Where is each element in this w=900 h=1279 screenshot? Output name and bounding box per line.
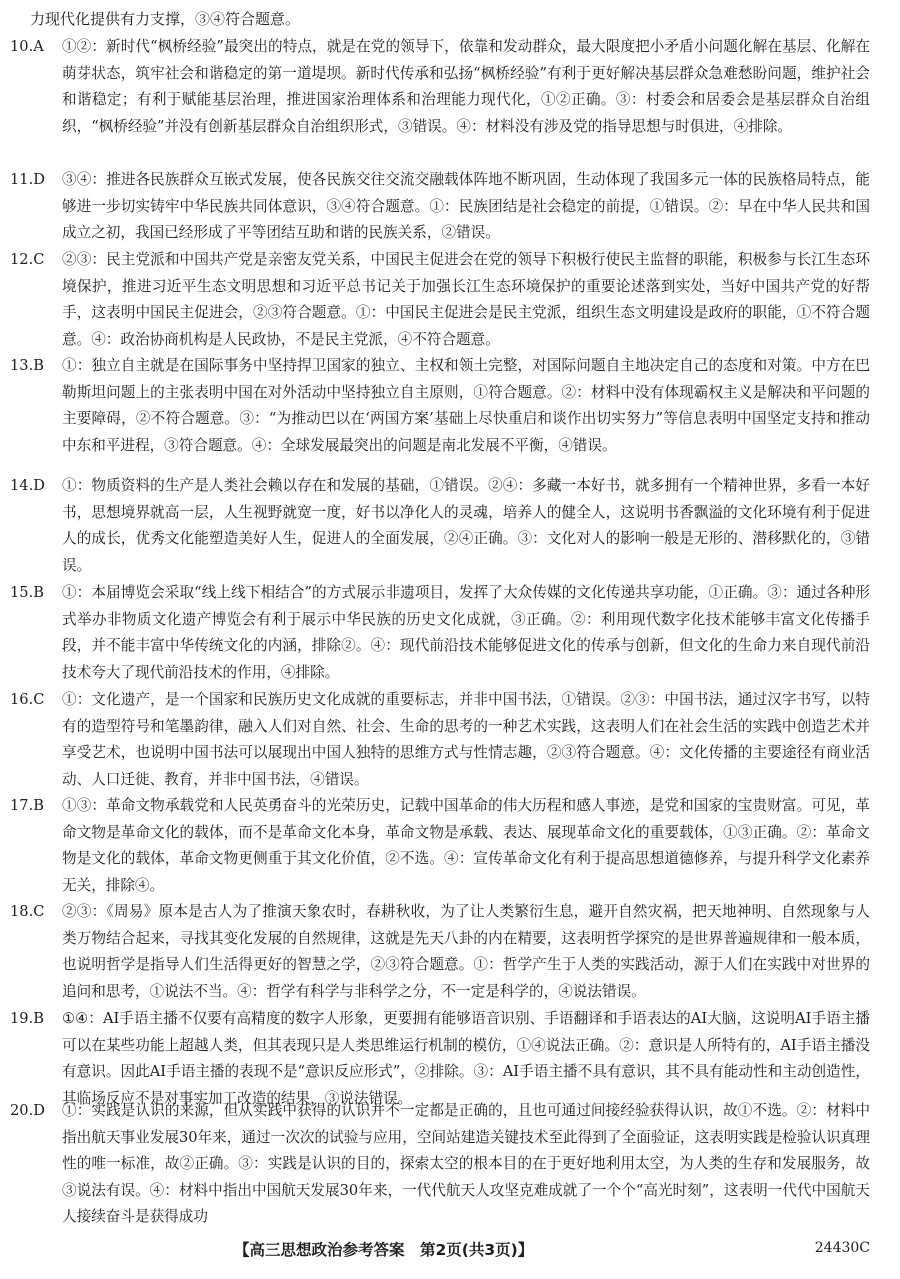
answer-number: 18.C — [10, 903, 45, 920]
answer-explanation: ①：文化遗产，是一个国家和民族历史文化成就的重要标志，并非中国书法，①错误。②③：中国书法，通过汉字书写，以特有的造型符号和笔墨韵律，融入人们对自然、社会、生命的思考的一种艺术实践，这表明人们在社会生活的实践中创造艺术并享受艺术，也说明中国书法可以展现出中国人独特的思维方式与性情志趣，②③符合题意。④：文化传播的主要途径有商业活动、人口迁徙、教育，并非中国书法，④错误。 — [62, 691, 870, 788]
answer-entry-18 — [10, 899, 870, 1005]
answer-explanation: ①：实践是认识的来源，但从实践中获得的认识并不一定都是正确的，且也可通过间接经验获得认识，故①不选。②：材料中指出航天事业发展30年来，通过一次次的试验与应用，空间站建造关键技术至此得到了全面验证，这表明实践是检验认识真理性的唯一标准，故②正确。③：实践是认识的目的，探索太空的根本目的在于更好地利用太空，为人类的生存和发展服务，故③说法有误。④：材料中指出中国航天发展30年来，一代代航天人攻坚克难成就了一个个“高光时刻”，这表明一代代中国航天人接续奋斗是获得成功 — [62, 1102, 870, 1226]
answer-entry-20 — [10, 1098, 870, 1231]
answer-number: 17.B — [10, 797, 44, 814]
answer-entry-15 — [10, 580, 870, 686]
answer-explanation: ①：本届博览会采取“线上线下相结合”的方式展示非遗项目，发挥了大众传媒的文化传递共享功能，①正确。③：通过各种形式举办非物质文化遗产博览会有利于展示中华民族的历史文化成就，③正确。②：利用现代数字化技术能够丰富文化传播手段，并不能丰富中华传统文化的内涵，排除②。④：现代前沿技术能够促进文化的传承与创新，但文化的生命力来自现代前沿技术夸大了现代前沿技术的作用，④排除。 — [62, 584, 870, 681]
answer-number: 20.D — [10, 1102, 45, 1119]
answer-entry-19 — [10, 1006, 870, 1112]
continuation-line: 力现代化提供有力支撑，③④符合题意。 — [30, 10, 301, 28]
answer-number: 15.B — [10, 584, 44, 601]
answer-entry-16 — [10, 687, 870, 793]
answer-explanation: ①③：革命文物承载党和人民英勇奋斗的光荣历史，记载中国革命的伟大历程和感人事迹，是党和国家的宝贵财富。可见，革命文物是革命文化的载体，而不是革命文化本身，革命文物是承载、表达、展现革命文化的重要载体，①③正确。②：革命文物是文化的载体，革命文物更侧重于其文化价值，②不选。④：宣传革命文化有利于提高思想道德修养，与提升科学文化素养无关，排除④。 — [62, 797, 870, 894]
answer-entry-17 — [10, 793, 870, 899]
answer-explanation: ②③：民主党派和中国共产党是亲密友党关系，中国民主促进会在党的领导下积极行使民主监督的职能，积极参与长江生态环境保护，推进习近平生态文明思想和习近平总书记关于加强长江生态环境保护的重要论述落到实处，当好中国共产党的好帮手，这表明中国民主促进会，②③符合题意。①：中国民主促进会是民主党派，组织生态文明建设是政府的职能，①不符合题意。④：政治协商机构是人民政协，不是民主党派，④不符合题意。 — [62, 251, 870, 348]
answer-entry-10 — [10, 34, 870, 140]
answer-explanation: ①④：AI手语主播不仅要有高精度的数字人形象，更要拥有能够语音识别、手语翻译和手语表达的AI大脑，这说明AI手语主播可以在某些功能上超越人类，但其表现只是人类思维运行机制的模仿，①④说法正确。②：意识是人所特有的，AI手语主播没有意识。因此AI手语主播的表现不是“意识反应形式”，②排除。③：AI手语主播不具有意识，其不具有能动性和主动创造性，其临场反应不是对事实加工改造的结果，③说法错误。 — [62, 1010, 870, 1107]
answer-number: 14.D — [10, 477, 45, 494]
footer-code: 24430C — [814, 1240, 870, 1256]
answer-entry-14 — [10, 473, 870, 579]
answer-number: 16.C — [10, 691, 45, 708]
answer-number: 10.A — [10, 38, 44, 55]
answer-explanation: ①：物质资料的生产是人类社会赖以存在和发展的基础，①错误。②④：多藏一本好书，就多拥有一个精神世界，多看一本好书，思想境界就高一层，人生视野就宽一度，好书以净化人的灵魂，培养人的健全人，这说明书香飘溢的文化环境有利于促进人的成长，优秀文化能塑造美好人生，促进人的全面发展，②④正确。③：文化对人的影响一般是无形的、潜移默化的，③错误。 — [62, 477, 870, 574]
answer-entry-13 — [10, 353, 870, 459]
answer-number: 19.B — [10, 1010, 44, 1027]
footer-title: 【高三思想政治参考答案 第2页(共3页)】 — [234, 1241, 534, 1259]
answer-number: 12.C — [10, 251, 45, 268]
answer-explanation: ②③：《周易》原本是古人为了推演天象农时，春耕秋收，为了让人类繁衍生息，避开自然灾祸，把天地神明、自然现象与人类万物结合起来，寻找其变化发展的自然规律，这就是先天八卦的内在精要，这表明哲学探究的是世界普遍规律和一般本质，也说明哲学是指导人们生活得更好的智慧之学，②③符合题意。①：哲学产生于人类的实践活动，源于人们在实践中对世界的追问和思考，①说法不当。④：哲学有科学与非科学之分，不一定是科学的，④说法错误。 — [62, 903, 870, 1000]
answer-explanation: ①：独立自主就是在国际事务中坚持捍卫国家的独立、主权和领土完整，对国际问题自主地决定自己的态度和对策。中方在巴勒斯坦问题上的主张表明中国在对外活动中坚持独立自主原则，①符合题意。②：材料中没有体现霸权主义是解决和平问题的主要障碍，②不符合题意。③：“为推动巴以在‘两国方案’基础上尽快重启和谈作出切实努力”等信息表明中国坚定支持和推动中东和平进程，③符合题意。④：全球发展最突出的问题是南北发展不平衡，④错误。 — [62, 357, 870, 454]
answer-entry-11 — [10, 167, 870, 247]
answer-number: 11.D — [10, 171, 45, 188]
answer-number: 13.B — [10, 357, 44, 374]
answer-explanation: ③④：推进各民族群众互嵌式发展，使各民族交往交流交融载体阵地不断巩固，生动体现了我国多元一体的民族格局特点，能够进一步切实铸牢中华民族共同体意识，③④符合题意。①：民族团结是社会稳定的前提，①错误。②：早在中华人民共和国成立之初，我国已经形成了平等团结互助和谐的民族关系，②错误。 — [62, 171, 870, 242]
answer-entry-12 — [10, 247, 870, 353]
answer-explanation: ①②：新时代“枫桥经验”最突出的特点，就是在党的领导下，依靠和发动群众，最大限度把小矛盾小问题化解在基层、化解在萌芽状态，筑牢社会和谐稳定的第一道堤坝。新时代传承和弘扬“枫桥经验”有利于更好解决基层群众急难愁盼问题，维护社会和谐稳定；有利于赋能基层治理，推进国家治理体系和治理能力现代化，①②正确。③：村委会和居委会是基层群众自治组织，“枫桥经验”并没有创新基层群众自治组织形式，③错误。④：材料没有涉及党的指导思想与时俱进，④排除。 — [62, 38, 870, 135]
page-footer — [0, 1238, 900, 1268]
